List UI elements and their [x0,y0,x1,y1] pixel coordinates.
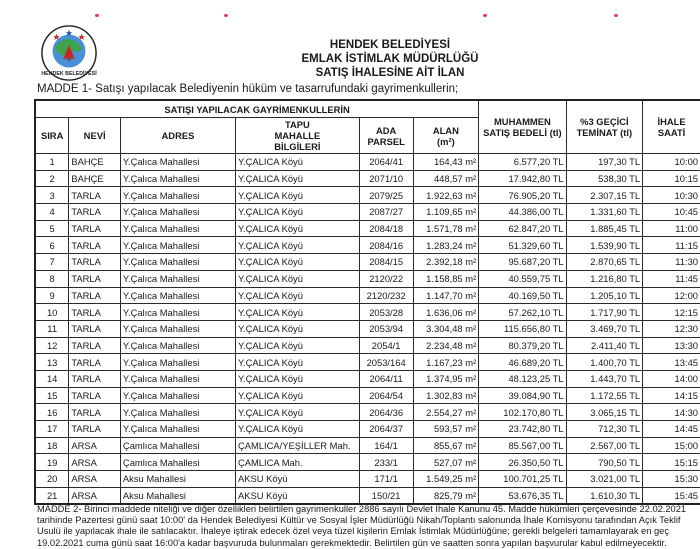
row-tapu: Y.ÇALICA Köyü [235,354,359,371]
row-muhammen-bedel: 17.942,80 TL [479,170,566,187]
row-sira: 19 [35,454,69,471]
row-ihale-saati: 10:15 [643,170,700,187]
row-adres: Y.Çalıca Mahallesi [120,354,235,371]
row-adres: Y.Çalıca Mahallesi [120,237,235,254]
row-adres: Y.Çalıca Mahallesi [120,404,235,421]
row-alan: 1.167,23 m² [413,354,479,371]
row-ada-parsel: 2064/11 [359,370,413,387]
row-adres: Y.Çalıca Mahallesi [120,270,235,287]
row-alan: 2.554,27 m² [413,404,479,421]
row-alan: 3.304,48 m² [413,320,479,337]
row-muhammen-bedel: 44.386,00 TL [479,204,566,221]
stamp-dot [224,14,228,17]
row-adres: Aksu Mahallesi [120,471,235,488]
row-ada-parsel: 2079/25 [359,187,413,204]
row-alan: 1.549,25 m² [413,471,479,488]
row-sira: 14 [35,370,69,387]
row-ihale-saati: 11:30 [643,254,700,271]
row-sira: 5 [35,220,69,237]
row-tapu: ÇAMLICA Mah. [235,454,359,471]
row-nevi: TARLA [69,187,121,204]
stamp-dot [95,14,99,17]
header-municipality: HENDEK BELEDİYESİ [329,39,451,51]
row-sira: 17 [35,421,69,438]
row-alan: 2.392,18 m² [413,254,479,271]
row-tapu: AKSU Köyü [235,471,359,488]
table-row [35,454,700,471]
row-tapu: Y.ÇALICA Köyü [235,304,359,321]
row-gecici-teminat: 3.065,15 TL [566,404,643,421]
row-tapu: Y.ÇALICA Köyü [235,387,359,404]
row-muhammen-bedel: 100.701,25 TL [479,471,566,488]
col-header-sira: SIRA [35,118,69,154]
col-header-nevi: NEVİ [69,118,121,154]
row-muhammen-bedel: 26.350,50 TL [479,454,566,471]
row-ihale-saati: 11:00 [643,220,700,237]
row-ada-parsel: 2053/94 [359,320,413,337]
article-2-line: 19.02.2021 cuma günü saat 16:00'a kadar başvuruda bulunmaları gerekmektedir. Belirtilen gün ve saatten sonra yapılan başvurular kabul edilmeyecektir. [37,537,667,548]
row-sira: 3 [35,187,69,204]
row-sira: 11 [35,320,69,337]
row-alan: 2.234,48 m² [413,337,479,354]
row-nevi: TARLA [69,337,121,354]
row-adres: Aksu Mahallesi [120,487,235,504]
row-alan: 825,79 m² [413,487,479,504]
row-muhammen-bedel: 48.123,25 TL [479,370,566,387]
table-row [35,170,700,187]
row-ada-parsel: 2087/27 [359,204,413,221]
row-adres: Çamlıca Mahallesi [120,454,235,471]
table-row [35,287,700,304]
row-adres: Y.Çalıca Mahallesi [120,204,235,221]
row-tapu: Y.ÇALICA Köyü [235,187,359,204]
col-header-alan: ALAN (m²) [413,118,479,154]
row-tapu: Y.ÇALICA Köyü [235,270,359,287]
row-adres: Y.Çalıca Mahallesi [120,287,235,304]
row-nevi: TARLA [69,404,121,421]
row-muhammen-bedel: 115.656,80 TL [479,320,566,337]
row-sira: 16 [35,404,69,421]
col-header-muhammen: MUHAMMEN SATIŞ BEDELİ (tl) [479,100,566,154]
row-gecici-teminat: 712,30 TL [566,421,643,438]
row-alan: 1.374,95 m² [413,370,479,387]
row-adres: Y.Çalıca Mahallesi [120,387,235,404]
row-ihale-saati: 15:30 [643,471,700,488]
row-ihale-saati: 14:15 [643,387,700,404]
row-adres: Y.Çalıca Mahallesi [120,220,235,237]
table-row [35,320,700,337]
row-muhammen-bedel: 51.329,60 TL [479,237,566,254]
row-alan: 1.158,85 m² [413,270,479,287]
row-tapu: Y.ÇALICA Köyü [235,337,359,354]
row-sira: 9 [35,287,69,304]
row-ihale-saati: 14:45 [643,421,700,438]
row-nevi: TARLA [69,237,121,254]
row-ada-parsel: 2064/37 [359,421,413,438]
row-gecici-teminat: 1.172,55 TL [566,387,643,404]
row-gecici-teminat: 790,50 TL [566,454,643,471]
svg-text:HENDEK BELEDİYESİ: HENDEK BELEDİYESİ [41,71,97,78]
row-nevi: TARLA [69,204,121,221]
row-tapu: Y.ÇALICA Köyü [235,421,359,438]
row-adres: Y.Çalıca Mahallesi [120,337,235,354]
row-alan: 855,67 m² [413,437,479,454]
row-nevi: TARLA [69,270,121,287]
row-ada-parsel: 2084/16 [359,237,413,254]
row-sira: 8 [35,270,69,287]
row-nevi: TARLA [69,254,121,271]
row-tapu: Y.ÇALICA Köyü [235,254,359,271]
row-alan: 1.283,24 m² [413,237,479,254]
row-ada-parsel: 2071/10 [359,170,413,187]
row-gecici-teminat: 1.216,80 TL [566,270,643,287]
row-gecici-teminat: 3.021,00 TL [566,471,643,488]
table-row [35,354,700,371]
table-row [35,154,700,171]
row-ihale-saati: 13:45 [643,354,700,371]
row-tapu: ÇAMLICA/YEŞİLLER Mah. [235,437,359,454]
row-nevi: TARLA [69,287,121,304]
row-sira: 20 [35,471,69,488]
row-muhammen-bedel: 23.742,80 TL [479,421,566,438]
row-tapu: AKSU Köyü [235,487,359,504]
row-tapu: Y.ÇALICA Köyü [235,287,359,304]
row-ihale-saati: 14:30 [643,404,700,421]
table-row [35,387,700,404]
article-2-line: tarihinde Pazertesi günü saat 10:00' da Hendek Belediyesi Kültür ve Sosyal İşler Müdürlüğü Nikah/Toplantı salonunda İhale Komisyonu tarafından Açık Teklif [37,515,681,526]
stamp-dot [614,14,618,17]
row-ada-parsel: 2120/232 [359,287,413,304]
table-row [35,487,700,504]
row-adres: Y.Çalıca Mahallesi [120,170,235,187]
row-muhammen-bedel: 102.170,80 TL [479,404,566,421]
row-gecici-teminat: 1.443,70 TL [566,370,643,387]
row-alan: 164,43 m² [413,154,479,171]
table-row [35,304,700,321]
row-sira: 13 [35,354,69,371]
header-title: SATIŞ İHALESİNE AİT İLAN [315,67,465,79]
row-ada-parsel: 2064/54 [359,387,413,404]
row-ada-parsel: 2064/41 [359,154,413,171]
row-ihale-saati: 12:15 [643,304,700,321]
row-gecici-teminat: 1.539,90 TL [566,237,643,254]
row-gecici-teminat: 2.307,15 TL [566,187,643,204]
row-ihale-saati: 13:30 [643,337,700,354]
table-row [35,421,700,438]
article-2-text [37,504,700,549]
row-nevi: TARLA [69,421,121,438]
row-nevi: TARLA [69,387,121,404]
row-alan: 1.922,63 m² [413,187,479,204]
table-row [35,237,700,254]
row-nevi: ARSA [69,437,121,454]
row-nevi: TARLA [69,354,121,371]
row-ada-parsel: 2084/18 [359,220,413,237]
row-nevi: TARLA [69,320,121,337]
row-sira: 4 [35,204,69,221]
row-ihale-saati: 12:30 [643,320,700,337]
row-tapu: Y.ÇALICA Köyü [235,204,359,221]
row-gecici-teminat: 197,30 TL [566,154,643,171]
row-sira: 12 [35,337,69,354]
row-nevi: TARLA [69,220,121,237]
article-2-line: Usulü ile yapılacak ihale ile satılacaktır. İhaleye iştirak edecek özel veya tüzel kişilerin Emlak İstimlak Müdürlüğüne; gerekli belgeleri tamamlayarak en geç [37,526,669,537]
row-adres: Y.Çalıca Mahallesi [120,304,235,321]
row-tapu: Y.ÇALICA Köyü [235,237,359,254]
row-ihale-saati: 10:30 [643,187,700,204]
row-alan: 448,57 m² [413,170,479,187]
table-group-title: SATIŞI YAPILACAK GAYRİMENKULLERİN [35,100,479,118]
row-sira: 21 [35,487,69,504]
row-alan: 1.636,06 m² [413,304,479,321]
row-ihale-saati: 15:15 [643,454,700,471]
row-sira: 2 [35,170,69,187]
stamp-dot [483,14,487,17]
row-sira: 15 [35,387,69,404]
table-row [35,471,700,488]
row-ihale-saati: 15:45 [643,487,700,504]
row-sira: 18 [35,437,69,454]
row-alan: 1.571,78 m² [413,220,479,237]
row-tapu: Y.ÇALICA Köyü [235,220,359,237]
col-header-ada: ADA PARSEL [359,118,413,154]
row-ada-parsel: 171/1 [359,471,413,488]
row-muhammen-bedel: 80.379,20 TL [479,337,566,354]
row-gecici-teminat: 2.870,65 TL [566,254,643,271]
row-alan: 1.147,70 m² [413,287,479,304]
table-row [35,437,700,454]
row-nevi: ARSA [69,471,121,488]
row-adres: Y.Çalıca Mahallesi [120,154,235,171]
row-tapu: Y.ÇALICA Köyü [235,370,359,387]
row-ihale-saati: 11:45 [643,270,700,287]
row-ihale-saati: 10:45 [643,204,700,221]
row-ihale-saati: 11:15 [643,237,700,254]
row-nevi: TARLA [69,304,121,321]
row-gecici-teminat: 2.411,40 TL [566,337,643,354]
row-gecici-teminat: 1.331,60 TL [566,204,643,221]
row-ihale-saati: 10:00 [643,154,700,171]
row-gecici-teminat: 1.205,10 TL [566,287,643,304]
table-row [35,254,700,271]
row-ada-parsel: 2084/15 [359,254,413,271]
row-ada-parsel: 2053/28 [359,304,413,321]
row-tapu: Y.ÇALICA Köyü [235,320,359,337]
col-header-teminat: %3 GEÇİCİ TEMİNAT (tl) [566,100,643,154]
row-muhammen-bedel: 76.905,20 TL [479,187,566,204]
row-nevi: TARLA [69,370,121,387]
table-row [35,220,700,237]
row-nevi: ARSA [69,487,121,504]
table-row [35,404,700,421]
row-adres: Y.Çalıca Mahallesi [120,370,235,387]
row-adres: Y.Çalıca Mahallesi [120,421,235,438]
row-ada-parsel: 2053/164 [359,354,413,371]
row-nevi: BAHÇE [69,170,121,187]
row-muhammen-bedel: 95.687,20 TL [479,254,566,271]
row-gecici-teminat: 1.400,70 TL [566,354,643,371]
row-muhammen-bedel: 53.676,35 TL [479,487,566,504]
row-muhammen-bedel: 62.847,20 TL [479,220,566,237]
table-row [35,187,700,204]
row-ada-parsel: 150/21 [359,487,413,504]
row-nevi: ARSA [69,454,121,471]
row-muhammen-bedel: 39.084,90 TL [479,387,566,404]
row-muhammen-bedel: 57.262,10 TL [479,304,566,321]
row-muhammen-bedel: 46.689,20 TL [479,354,566,371]
row-ada-parsel: 2064/36 [359,404,413,421]
row-ada-parsel: 233/1 [359,454,413,471]
article-2-line: MADDE 2- Birinci maddede niteliği ve diğer özellikleri belirtilen gayrimenkuller 2886 sayılı Devlet İhale Kanunu 45. Madde hükümleri çerçevesinde 22.02.2021 [37,504,687,514]
row-sira: 7 [35,254,69,271]
row-ada-parsel: 2120/22 [359,270,413,287]
row-gecici-teminat: 2.567,00 TL [566,437,643,454]
table-row [35,270,700,287]
row-adres: Y.Çalıca Mahallesi [120,187,235,204]
row-ada-parsel: 2054/1 [359,337,413,354]
col-header-adres: ADRES [120,118,235,154]
row-ada-parsel: 164/1 [359,437,413,454]
row-adres: Çamlıca Mahallesi [120,437,235,454]
row-tapu: Y.ÇALICA Köyü [235,404,359,421]
table-row [35,370,700,387]
table-row [35,337,700,354]
row-gecici-teminat: 1.717,90 TL [566,304,643,321]
row-sira: 1 [35,154,69,171]
row-gecici-teminat: 538,30 TL [566,170,643,187]
row-alan: 1.302,83 m² [413,387,479,404]
article-1-intro: MADDE 1- Satışı yapılacak Belediyenin hüküm ve tasarrufundaki gayrimenkullerin; [37,83,459,95]
row-alan: 1.109,65 m² [413,204,479,221]
row-alan: 593,57 m² [413,421,479,438]
row-muhammen-bedel: 85.567,00 TL [479,437,566,454]
row-alan: 527,07 m² [413,454,479,471]
col-header-tapu: TAPU MAHALLE BİLGİLERİ [235,118,359,154]
row-adres: Y.Çalıca Mahallesi [120,254,235,271]
row-sira: 10 [35,304,69,321]
row-tapu: Y.ÇALICA Köyü [235,170,359,187]
col-header-saat: İHALE SAATİ [643,100,700,154]
row-ihale-saati: 15:00 [643,437,700,454]
municipality-logo-icon [40,24,98,82]
row-muhammen-bedel: 40.169,50 TL [479,287,566,304]
row-adres: Y.Çalıca Mahallesi [120,320,235,337]
row-gecici-teminat: 1.610,30 TL [566,487,643,504]
row-gecici-teminat: 1.885,45 TL [566,220,643,237]
header-department: EMLAK İSTİMLAK MÜDÜRLÜĞÜ [301,53,479,65]
table-row [35,204,700,221]
row-sira: 6 [35,237,69,254]
row-gecici-teminat: 3.469,70 TL [566,320,643,337]
row-tapu: Y.ÇALICA Köyü [235,154,359,171]
property-sale-table [34,99,700,505]
row-ihale-saati: 12:00 [643,287,700,304]
row-ihale-saati: 14:00 [643,370,700,387]
row-muhammen-bedel: 6.577,20 TL [479,154,566,171]
row-muhammen-bedel: 40.559,75 TL [479,270,566,287]
row-nevi: BAHÇE [69,154,121,171]
